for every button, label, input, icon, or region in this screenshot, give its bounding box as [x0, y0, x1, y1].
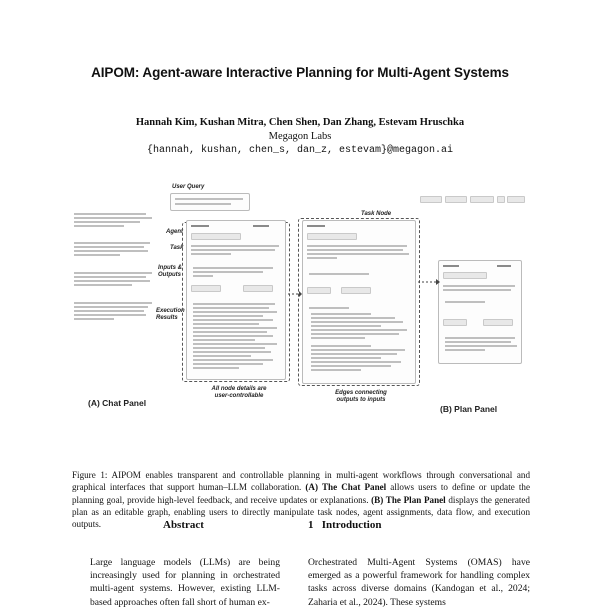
chat-panel-label: (A) Chat Panel: [88, 398, 147, 408]
introduction-heading: 1 Introduction: [308, 519, 382, 531]
task-node-label: Task Node: [361, 211, 392, 217]
task-label: Task: [170, 245, 184, 251]
abstract-heading: Abstract: [163, 519, 204, 531]
agent-label: Agent: [166, 229, 183, 235]
figure-caption: [72, 469, 530, 530]
title-rest: : Agent-aware Interactive Planning for Multi-Agent Systems: [134, 65, 509, 80]
inputs-outputs-label: Inputs & Outputs: [158, 265, 182, 278]
author-list: Hannah Kim, Kushan Mitra, Chen Shen, Dan Zhang, Estevam Hruschka: [135, 117, 465, 128]
figure-1: [70, 182, 528, 462]
edge-arrows: [70, 182, 528, 462]
author-emails: {hannah, kushan, chen_s, dan_z, estevam}@megagon.ai: [146, 145, 454, 156]
edges-note: Edges connecting outputs to inputs: [335, 390, 387, 403]
affiliation: Megagon Labs: [268, 131, 332, 142]
caption-a-label: (A) The Chat Panel: [305, 482, 387, 493]
caption-prefix: Figure 1: AIPOM enables transparent and controllable planning in multi-agent workflows through conversational and graphical interfaces that support human–LLM collaboration.: [72, 470, 530, 493]
user-query-label: User Query: [172, 184, 205, 190]
node-details-note: All node details are user-controllable: [211, 386, 267, 399]
caption-b-text: displays the generated plan as an editable graph, enabling users to directly manipulate task nodes, agent assignments, data flow, and execution outputs.: [72, 494, 530, 530]
caption-a-text: allows users to define or update the planning goal, provide high-level feedback, and receive updates or explanations.: [72, 482, 530, 505]
plan-panel-label: (B) Plan Panel: [440, 404, 498, 414]
title-lead: AIPOM: [91, 65, 135, 80]
abstract-text: Large language models (LLMs) are being increasingly used for planning in orchestrated multi-agent systems. However, existing LLM-based approaches often fall short of human ex-: [90, 557, 280, 608]
paper-title: [0, 65, 600, 80]
caption-b-label: (B) The Plan Panel: [371, 494, 446, 505]
execution-results-label: Execution Results: [156, 308, 185, 321]
introduction-text: Orchestrated Multi-Agent Systems (OMAS) have emerged as a powerful framework for handling complex tasks across diverse domains (Kandogan et al., 2024; Zaharia et al., 2024). These systems: [308, 557, 530, 608]
